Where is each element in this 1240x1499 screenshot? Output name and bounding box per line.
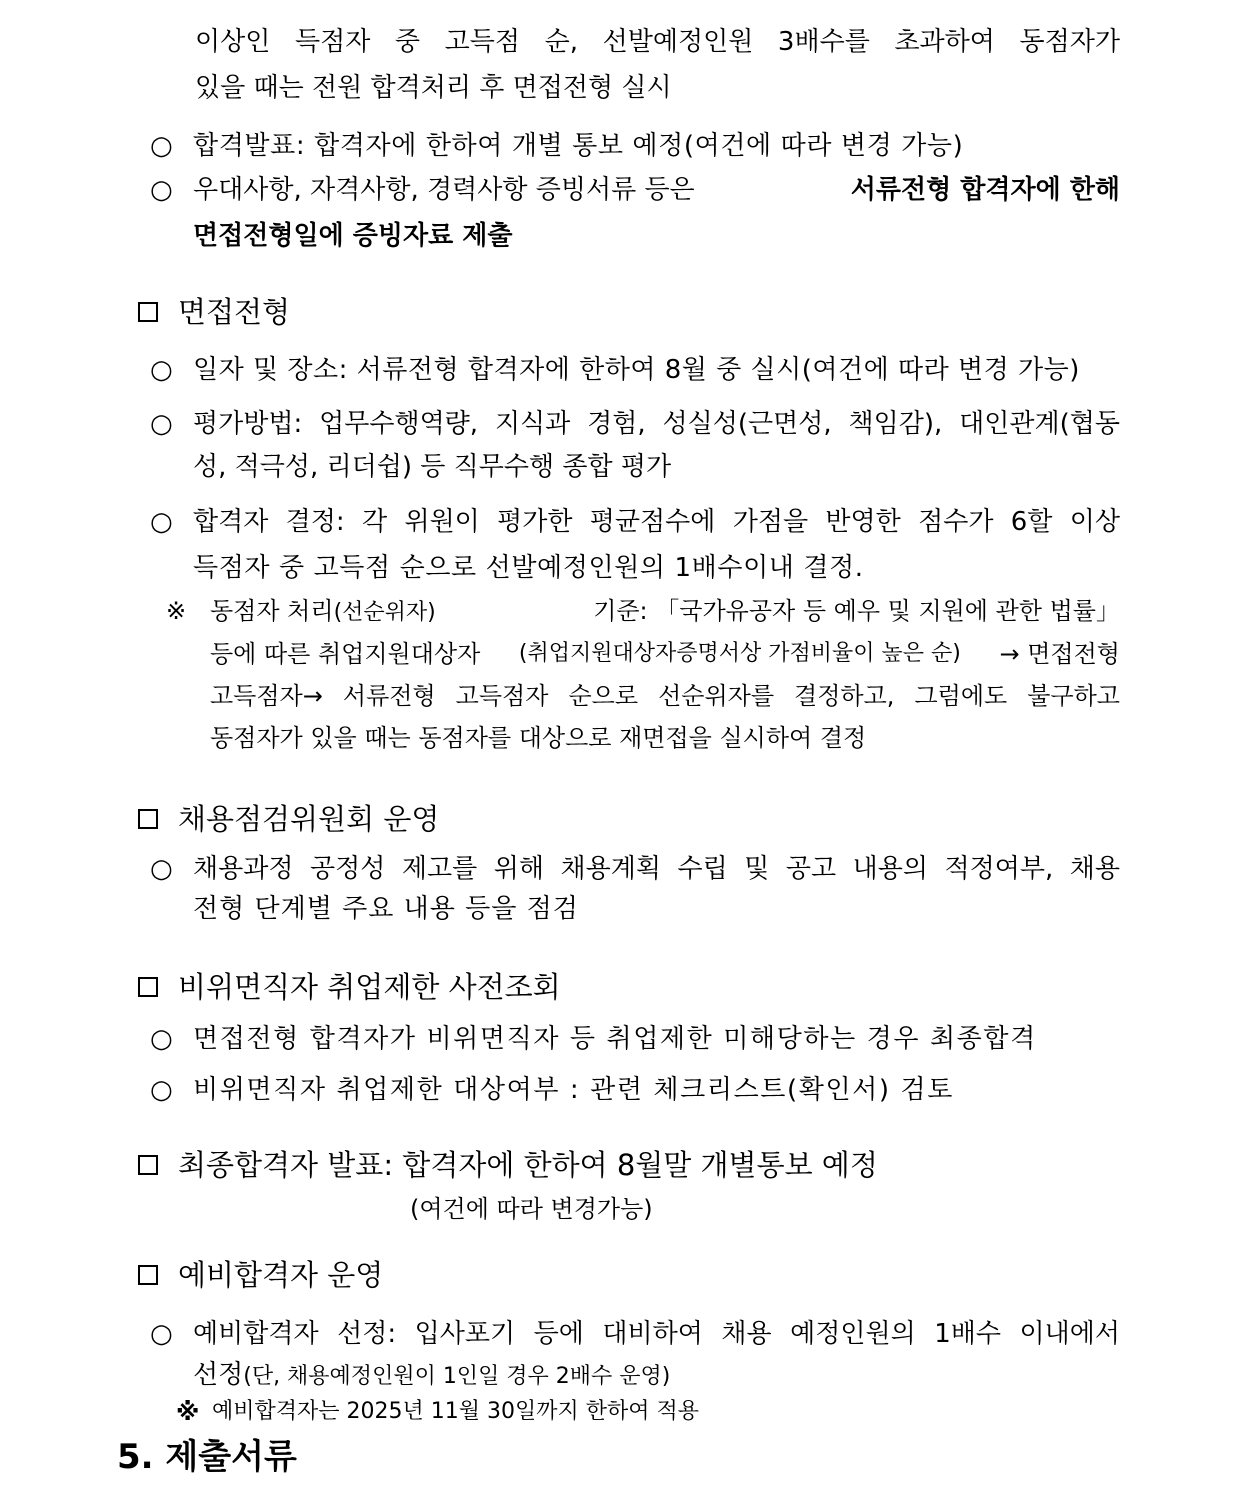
announce-text: 합격발표: 합격자에 한하여 개별 통보 예정(여건에 따라 변경 가능) — [193, 131, 964, 161]
checkbox-square-icon — [138, 1155, 158, 1175]
interview-decision-line-2: 득점자 중 고득점 순으로 선발예정인원의 1배수이내 결정. — [193, 553, 864, 583]
tie-note-1b: (선순위자) — [333, 600, 436, 625]
circle-bullet-icon: ○ — [150, 175, 173, 205]
checkbox-square-icon — [138, 302, 158, 322]
checkbox-square-icon — [138, 809, 158, 829]
tie-note-1a: 동점자 처리 — [210, 597, 334, 625]
interview-date-place: 일자 및 장소: 서류전형 합격자에 한하여 8월 중 실시(여건에 따라 변경 가능) — [193, 355, 1080, 385]
committee-item-line-2: 전형 단계별 주요 내용 등을 점검 — [193, 894, 579, 924]
circle-bullet-icon: ○ — [150, 1319, 173, 1349]
reference-mark-icon: ※ — [176, 1398, 200, 1426]
tie-note-line-4: 동점자가 있을 때는 동점자를 대상으로 재면접을 실시하여 결정 — [210, 724, 867, 752]
circle-bullet-icon: ○ — [150, 854, 173, 884]
restriction-item-2: 비위면직자 취업제한 대상여부 : 관련 체크리스트(확인서) 검토 — [193, 1075, 954, 1105]
committee-heading: 채용점검위원회 운영 — [178, 802, 440, 836]
circle-bullet-icon: ○ — [150, 131, 173, 161]
docs-text-b: 서류전형 합격자에 한해 — [850, 175, 1120, 205]
tie-note-line-3: 고득점자→ 서류전형 고득점자 순으로 선순위자를 결정하고, 그럼에도 불구하고 — [210, 682, 1120, 710]
circle-bullet-icon: ○ — [150, 1075, 173, 1105]
tie-note-line-2 — [210, 637, 1120, 671]
intro-line-1: 이상인 득점자 중 고득점 순, 선발예정인원 3배수를 초과하여 동점자가 — [195, 27, 1120, 57]
reserve-item-line-1: 예비합격자 선정: 입사포기 등에 대비하여 채용 예정인원의 1배수 이내에서 — [193, 1319, 1120, 1349]
interview-method-line-1: 평가방법: 업무수행역량, 지식과 경험, 성실성(근면성, 책임감), 대인관계(협동 — [193, 409, 1120, 439]
restriction-item-1: 면접전형 합격자가 비위면직자 등 취업제한 미해당하는 경우 최종합격 — [193, 1024, 1037, 1054]
reserve-item-2a: 선정 — [193, 1360, 244, 1390]
tie-note-2b: (취업지원대상자증명서상 가점비율이 높은 순) — [518, 641, 961, 666]
reserve-note: 예비합격자는 2025년 11월 30일까지 한하여 적용 — [212, 1399, 699, 1424]
interview-heading: 면접전형 — [178, 295, 291, 329]
reserve-item-2b: (단, 채용예정인원이 1인일 경우 2배수 운영) — [243, 1364, 671, 1389]
final-sub: (여건에 따라 변경가능) — [410, 1195, 653, 1223]
tie-note-2c: → 면접전형 — [999, 640, 1120, 668]
final-heading: 최종합격자 발표: 합격자에 한하여 8월말 개별통보 예정 — [178, 1148, 878, 1182]
interview-decision-line-1: 합격자 결정: 각 위원이 평가한 평균점수에 가점을 반영한 점수가 6할 이상 — [193, 507, 1120, 537]
reserve-item-line-2 — [193, 1358, 670, 1394]
circle-bullet-icon: ○ — [150, 355, 173, 385]
tie-note-1c: 기준: 「국가유공자 등 예우 및 지원에 관한 법률」 — [593, 597, 1120, 625]
docs-line-1 — [193, 173, 1120, 207]
checkbox-square-icon — [138, 977, 158, 997]
reserve-heading: 예비합격자 운영 — [178, 1258, 384, 1292]
circle-bullet-icon: ○ — [150, 1024, 173, 1054]
tie-note-line-1 — [210, 594, 1120, 630]
tie-note-2a: 등에 따른 취업지원대상자 — [210, 640, 481, 668]
intro-line-2: 있을 때는 전원 합격처리 후 면접전형 실시 — [195, 73, 672, 103]
docs-text-a: 우대사항, 자격사항, 경력사항 증빙서류 등은 — [193, 175, 695, 205]
section-5-title: 5. 제출서류 — [117, 1437, 297, 1477]
restriction-heading: 비위면직자 취업제한 사전조회 — [178, 970, 561, 1004]
interview-method-line-2: 성, 적극성, 리더쉽) 등 직무수행 종합 평가 — [193, 452, 672, 482]
circle-bullet-icon: ○ — [150, 507, 173, 537]
checkbox-square-icon — [138, 1265, 158, 1285]
circle-bullet-icon: ○ — [150, 409, 173, 439]
docs-line-2: 면접전형일에 증빙자료 제출 — [193, 221, 513, 251]
reference-mark-icon: ※ — [166, 597, 187, 625]
committee-item-line-1: 채용과정 공정성 제고를 위해 채용계획 수립 및 공고 내용의 적정여부, 채용 — [193, 854, 1120, 884]
